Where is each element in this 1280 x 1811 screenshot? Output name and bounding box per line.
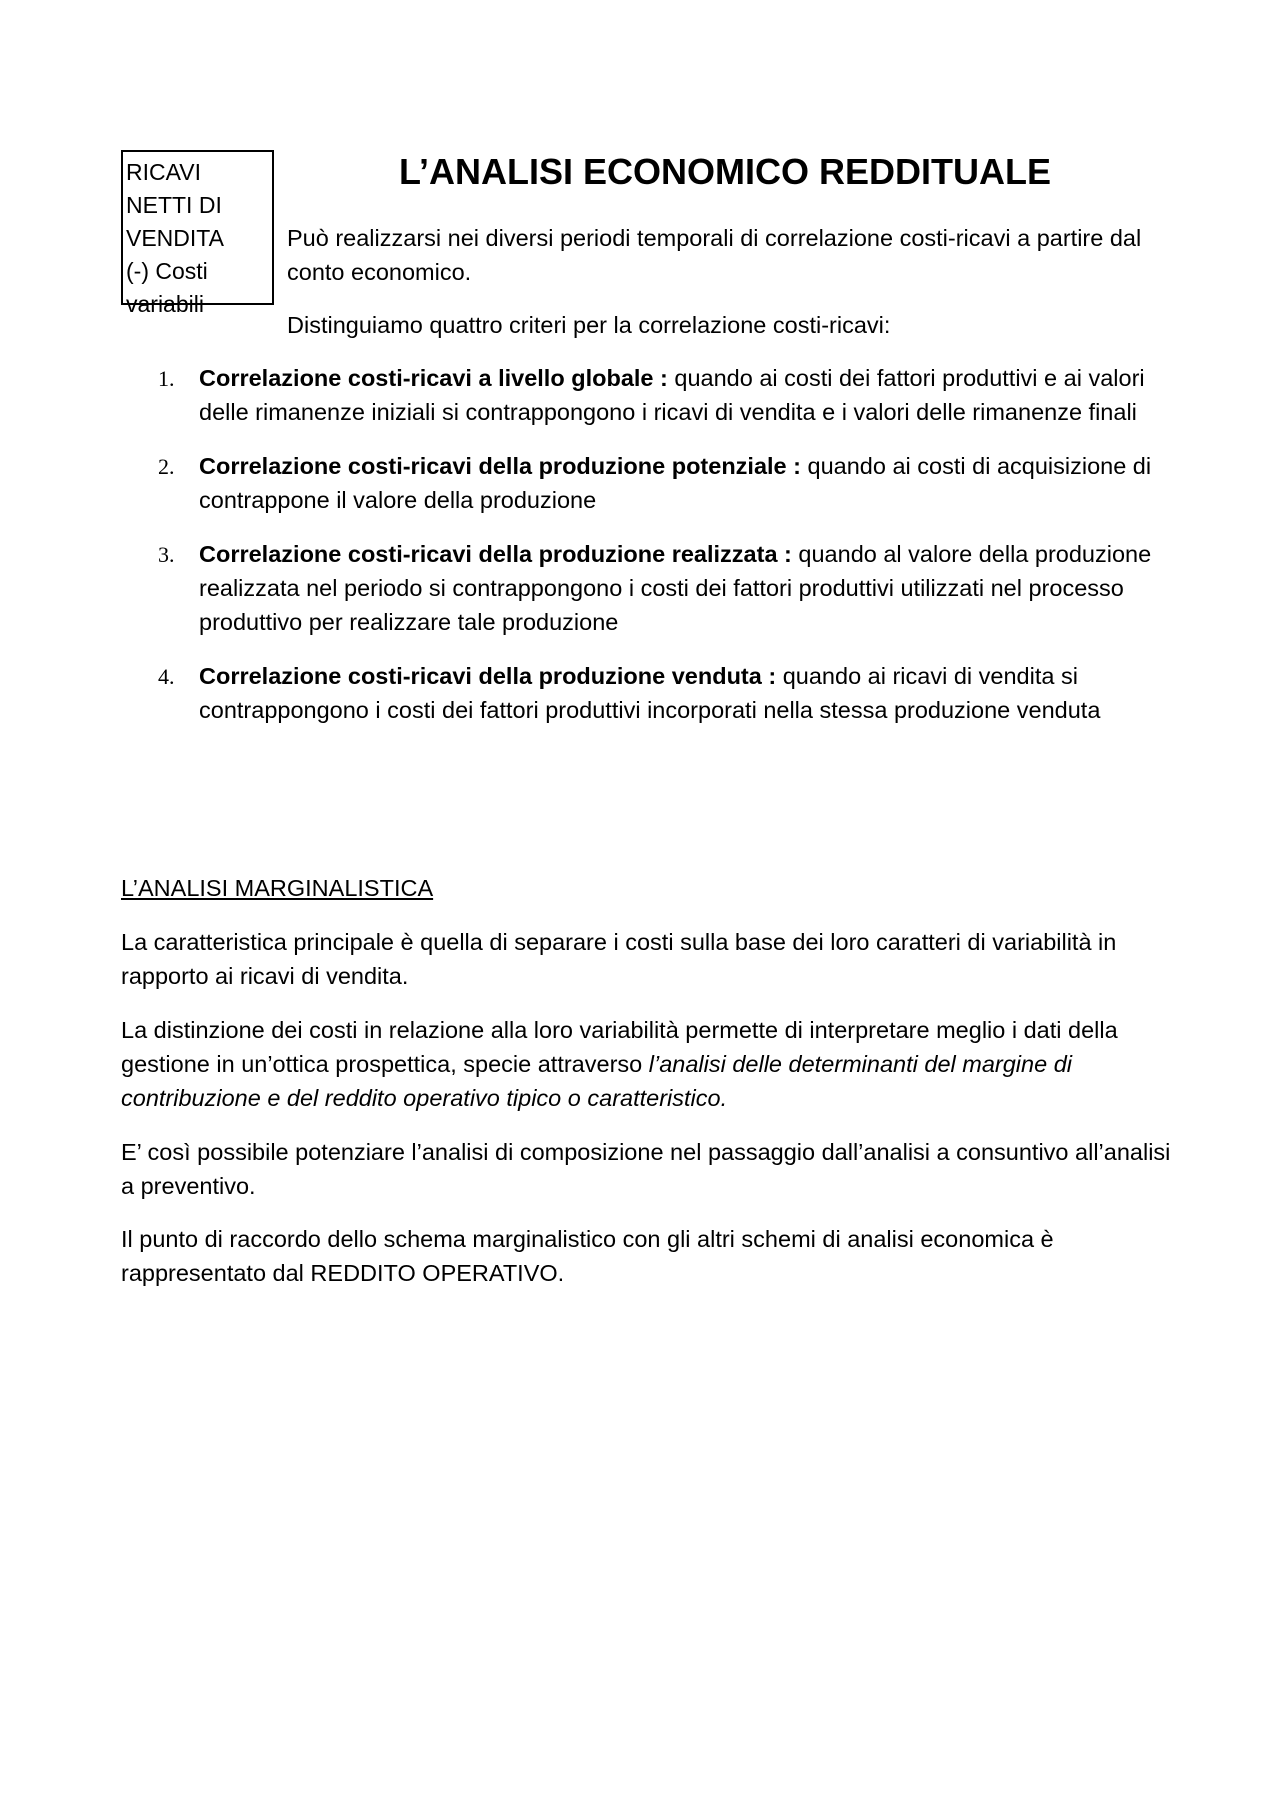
body-paragraph: La caratteristica principale è quella di separare i costi sulla base dei loro caratteri di variabilità in rapporto ai ricavi di vendita. — [121, 929, 1117, 989]
list-number: 1. — [158, 366, 175, 391]
side-note-line: (-) Costi — [126, 258, 208, 284]
list-number: 3. — [158, 542, 175, 567]
list-item — [0, 659, 1159, 727]
criterion-heading: Correlazione costi-ricavi a livello globale : — [199, 365, 668, 391]
list-item — [0, 537, 1159, 639]
page-title: L’ANALISI ECONOMICO REDDITUALE — [398, 151, 1051, 192]
intro-paragraph: Distinguiamo quattro criteri per la correlazione costi-ricavi: — [287, 312, 891, 338]
criterion-text: quando al valore della produzione realizzata nel periodo si contrappongono i costi dei fattori produttivi utilizzati nel processo produttivo per realizzare tale produzione — [199, 541, 1152, 635]
list-item — [0, 449, 1159, 517]
criterion-heading: Correlazione costi-ricavi della produzione potenziale : — [199, 453, 801, 479]
list-item — [0, 361, 1159, 429]
section-title: L’ANALISI MARGINALISTICA — [121, 875, 434, 901]
side-note-line: VENDITA — [126, 225, 224, 251]
body-paragraph: Il punto di raccordo dello schema marginalistico con gli altri schemi di analisi economica è rappresentato dal REDDITO OPERATIVO. — [121, 1226, 1054, 1286]
criterion-heading: Correlazione costi-ricavi della produzione venduta : — [199, 663, 777, 689]
side-note-line: RICAVI — [126, 159, 201, 185]
body-text: La distinzione dei costi in relazione alla loro variabilità permette di interpretare meglio i dati della gestione in un’ottica prospettica, specie attraverso — [121, 1017, 1118, 1077]
intro-paragraph: Può realizzarsi nei diversi periodi temporali di correlazione costi-ricavi a partire dal conto economico. — [287, 225, 1142, 285]
criterion-text: quando ai ricavi di vendita si contrappongono i costi dei fattori produttivi incorporati nella stessa produzione venduta — [199, 663, 1101, 723]
body-paragraph — [121, 1013, 1171, 1115]
criteria-list — [0, 361, 1280, 747]
criterion-heading: Correlazione costi-ricavi della produzione realizzata : — [199, 541, 792, 567]
body-paragraph: E’ così possibile potenziare l’analisi di composizione nel passaggio dall’analisi a consuntivo all’analisi a preventivo. — [121, 1139, 1171, 1199]
side-note-line: variabili — [126, 291, 204, 317]
side-note-line: NETTI DI — [126, 192, 222, 218]
side-note-box — [121, 150, 274, 317]
criterion-text: quando ai costi dei fattori produttivi e ai valori delle rimanenze iniziali si contrappongono i ricavi di vendita e i valori delle rimanenze finali — [199, 365, 1145, 425]
body-text-italic: l’analisi delle determinanti del margine di contribuzione e del reddito operativo tipico o caratteristico. — [121, 1051, 1072, 1111]
criterion-text: quando ai costi di acquisizione di contrappone il valore della produzione — [199, 453, 1152, 513]
list-number: 4. — [158, 664, 175, 689]
list-number: 2. — [158, 454, 175, 479]
